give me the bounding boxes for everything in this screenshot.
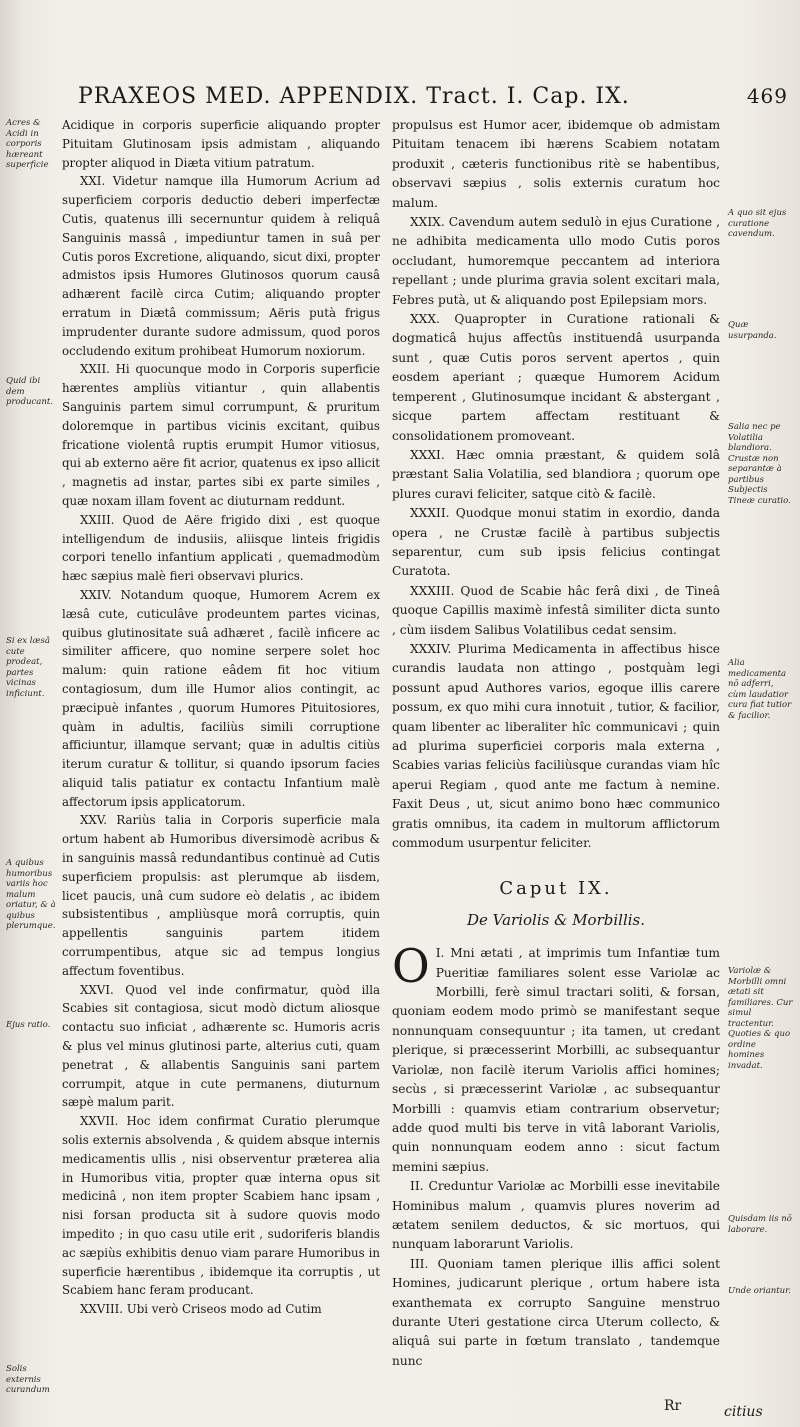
chapter-subtitle: De Variolis & Morbillis.: [466, 910, 646, 929]
margin-note: Ejus ratio.: [6, 1020, 51, 1030]
signature-mark: Rr: [664, 1398, 682, 1414]
chapter-paragraph: [392, 939, 720, 1177]
paragraph: XXXI. Hæc omnia præstant, & quidem solâ præstant Salia Volatilia, sed blandiora ; quorum ope plures curavi feliciter, satque citò & facilè.: [392, 447, 720, 501]
page-number: 469: [746, 84, 788, 108]
paragraph: XXIII. Quod de Aëre frigido dixi , est quoque intelligendum de indusiis, aliisque linteis frigidis corpori tenello infantium applicati , quemadmodùm hæc sæpius malè fieri observavi plurics.: [62, 512, 380, 584]
margin-note: Salia nec pe Volatilia blandiora. Crustæ non separantæ à partibus Subjectis Tineæ curatio.: [728, 422, 791, 506]
margin-note: Acres & Acidi in corporis hæreant superficie: [6, 118, 49, 170]
paragraph: Acidique in corporis superficie aliquando propter Pituitam Glutinosam ipsis admistam , aliquando propter aliquod in Diæta vitium patratum.: [62, 118, 380, 170]
paragraph: XXIV. Notandum quoque, Humorem Acrem ex læsâ cute, cuticulâve prodeuntem partes vicinas, quibus glutinositate suâ adhæret , facilè inficere ac similiter afficere, quo nomine serpere solet hoc malum: quin ratione eâdem fit hoc vitium contagiosum, dum ille Humor alios contingit, ac præcipuè infantes , quorum Humores Pituitosiores, quàm in adultis, faciliùs simili corruptione afficiuntur, illamque servant; quæ in adultis citiùs iterum curatur & tollitur, si quando ipsorum facies aliquid talis patiatur ex contactu Infantium malè affectorum ipsis applicatorum.: [62, 587, 380, 809]
paragraph: XXXIV. Plurima Medicamenta in affectibus hisce curandis laudata non attingo , postquàm legi possunt apud Authores varios, egoque illis carere possum, ex quo mihi cura innotuit , tutior, & facilior, quam libenter ac liberaliter hîc communicavi ; quin ad plurima superficiei corporis mala externa , Scabies varias feliciùs faciliùsque curandas viam hîc aperui Regiam , quod ante me factum à nemine. Faxit Deus , ut, sicut animo bono hæc communico gratis omnibus, ita cadem in multorum afflictorum commodum usurpentur feliciter.: [392, 641, 720, 851]
paragraph: XXV. Rariùs talia in Corporis superficie mala ortum habent ab Humoribus diversimodè acribus & in sanguinis massâ redundantibus continuè ad Cutis superficiem propulsis: ast plerumque ab iisdem, licet paucis, unâ cum sudore eò delatis , ac ibidem subsistentibus , ampliùsque morâ corruptis, quin appellentis sanguinis partem itidem corrumpentibus, atque sic ad tempus longius affectum foventibus.: [62, 813, 380, 978]
paragraph: XXI. Videtur namque illa Humorum Acrium ad superficiem corporis deductio deberi imperfectæ Cutis, quatenus illi secernuntur quidem à reliquâ Sanguinis massâ , impediuntur tamen in suâ per Cutis poros Excretione, aliquando, sicut dixi, propter admistos ipsis Humores Glutinosos quorum causâ adhærent facilè circa Cutim; aliquando propter erratum in Diætâ commissum; Aëris putà frigus imprudenter durante sudore admissum, quod poros occludendo exitum prohibeat Humorum noxiorum.: [62, 174, 380, 358]
paragraph: XXVIII. Ubi verò Criseos modo ad Cutim: [80, 1302, 322, 1317]
margin-note: Solis externis curandum: [6, 1364, 50, 1395]
catchword: citius: [724, 1404, 763, 1420]
paragraph: XXVI. Quod vel inde confirmatur, quòd illa Scabies sit contagiosa, sicut modò dictum aliosque contactu suo inficiat , adhærente sc. Humoris acris & plus vel minus glutinosi parte, alterius cuti, quam penetrat , & allabentis Sanguinis sani partem corrumpit, atque in cute permanens, diuturnum sæpè malum parit.: [62, 982, 380, 1110]
running-head: [78, 84, 788, 114]
chapter-heading: Caput IX.: [499, 878, 613, 900]
paragraph-text: I. Mni ætati , at imprimis tum Infantiæ tum Pueritiæ familiares solent esse Variolæ ac Morbilli, ferè simul tractari soliti, & forsan, quoniam eodem modo primò se manifestant seque nonnunquam consequuntur ; ita tamen, ut credant plerique, si præcesserint Morbilli, ac subsequantur Variolæ, non facilè iterum Variolis affici homines; secùs , si præcesserint Variolæ , ac subsequantur Morbilli : quamvis etiam contrarium observetur; adde quod multi bis terve in vitâ laborant Variolis, quin nonnunquam eodem anno : sicut factum memini sæpius.: [392, 946, 720, 1174]
margin-note: Alia medicamenta nō adferri, cùm laudatior cura fiat tutior & facilior.: [728, 658, 792, 721]
paragraph: XXXII. Quodque monui statim in exordio, danda opera , ne Crustæ facilè à partibus subjectis separentur, cum sub ipsis felicius contingat Curatota.: [392, 506, 720, 579]
margin-note: Quæ usurpanda.: [728, 320, 777, 341]
paragraph-text: II. Creduntur Variolæ ac Morbilli esse inevitabile Hominibus malum , quamvis plures noverim ad ætatem senilem deductos, & sic mortuos, qui nunquam laborarunt Variolis.: [392, 1179, 720, 1252]
margin-note: A quibus humoribus variis hoc malum oriatur, & à quibus plerumque.: [6, 858, 56, 931]
margin-note: Unde oriantur.: [728, 1286, 791, 1296]
margin-note: A quo sit ejus curatione cavendum.: [728, 208, 787, 239]
margin-note: Variolæ & Morbilli omni ætati sit familiares. Cur simul tractentur. Quoties & quo ordine homines invadat.: [728, 966, 793, 1071]
margin-note: Quid ibi dem producant.: [6, 376, 53, 407]
paragraph: XXX. Quapropter in Curatione rationali & dogmaticâ hujus affectûs instituendâ usurpanda sunt , quæ Cutis poros servent apertos , quin eosdem aperiant ; quæque Humorem Acidum temperent , Glutinosumque incidant & abstergant , sicque partem affectam restituant & consolidationem promoveant.: [392, 312, 720, 443]
right-column: [392, 116, 720, 1371]
drop-capital: O: [392, 939, 430, 994]
running-head-title: PRAXEOS MED. APPENDIX. Tract. I. Cap. IX.: [78, 84, 630, 109]
margin-note: Quisdam iis nō laborare.: [728, 1214, 792, 1235]
chapter-paragraph: [392, 1255, 720, 1371]
left-column: [62, 116, 380, 1319]
chapter-paragraph: [392, 1177, 720, 1255]
paragraph-text: III. Quoniam tamen plerique illis affici solent Homines, judicarunt plerique , ortum habere ista exanthemata ex corrupto Sanguine menstruo durante Uteri gestatione circa Uterum collecto, & aliquâ sui parte in fœtum translato , tandemque nunc: [392, 1256, 720, 1368]
paragraph: XXII. Hi quocunque modo in Corporis superficie hærentes ampliùs vitiantur , quin allabentis Sanguinis partem simul corrumpunt, & pruritum doloremque in partibus vicinis excitant, quibus fricatione violentâ ruptis erumpit Humor vitiosus, qui ab externo aëre fit acrior, quatenus ex ipso allicit , magnetis ad instar, partes sibi ex parte similes , quæ noxam illam fovent ac diuturnam reddunt.: [62, 362, 380, 508]
paragraph: XXXIII. Quod de Scabie hâc ferâ dixi , de Tineâ quoque Capillis maximè infestâ similiter dicta sunto , cùm iisdem Salibus Volatilibus cedat sensim.: [392, 583, 720, 637]
paragraph: XXIX. Cavendum autem sedulò in ejus Curatione , ne adhibita medicamenta ullo modo Cutis poros occludant, humoremque peccantem ad interiora repellant ; unde plurima gravia solent excitari mala, Febres putà, ut & aliquando post Epilepsiam mors.: [392, 215, 720, 307]
margin-note: Si ex læsâ cute prodeat, partes vicinas inficiunt.: [6, 636, 50, 699]
paragraph: XXVII. Hoc idem confirmat Curatio plerumque solis externis absolvenda , & quidem absque internis medicamentis ullis , nisi observentur præterea alia in Humoribus vitia, propter quæ interna opus sit medicinâ , non item propter Scabiem hanc ipsam , nisi forsan producta sit à sudore quovis modo impedito ; in quo casu utile erit , sudoriferis blandis ac sæpiùs exhibitis denuo viam parare Humoribus in superficie hærentibus , ibidemque ita corruptis , ut Scabiem hanc feram producant.: [62, 1114, 380, 1298]
paragraph: propulsus est Humor acer, ibidemque ob admistam Pituitam tenacem ibi hærens Scabiem notatam produxit , cæteris functionibus ritè se habentibus, observavi sæpius , solis externis curatum hoc malum.: [392, 118, 720, 210]
